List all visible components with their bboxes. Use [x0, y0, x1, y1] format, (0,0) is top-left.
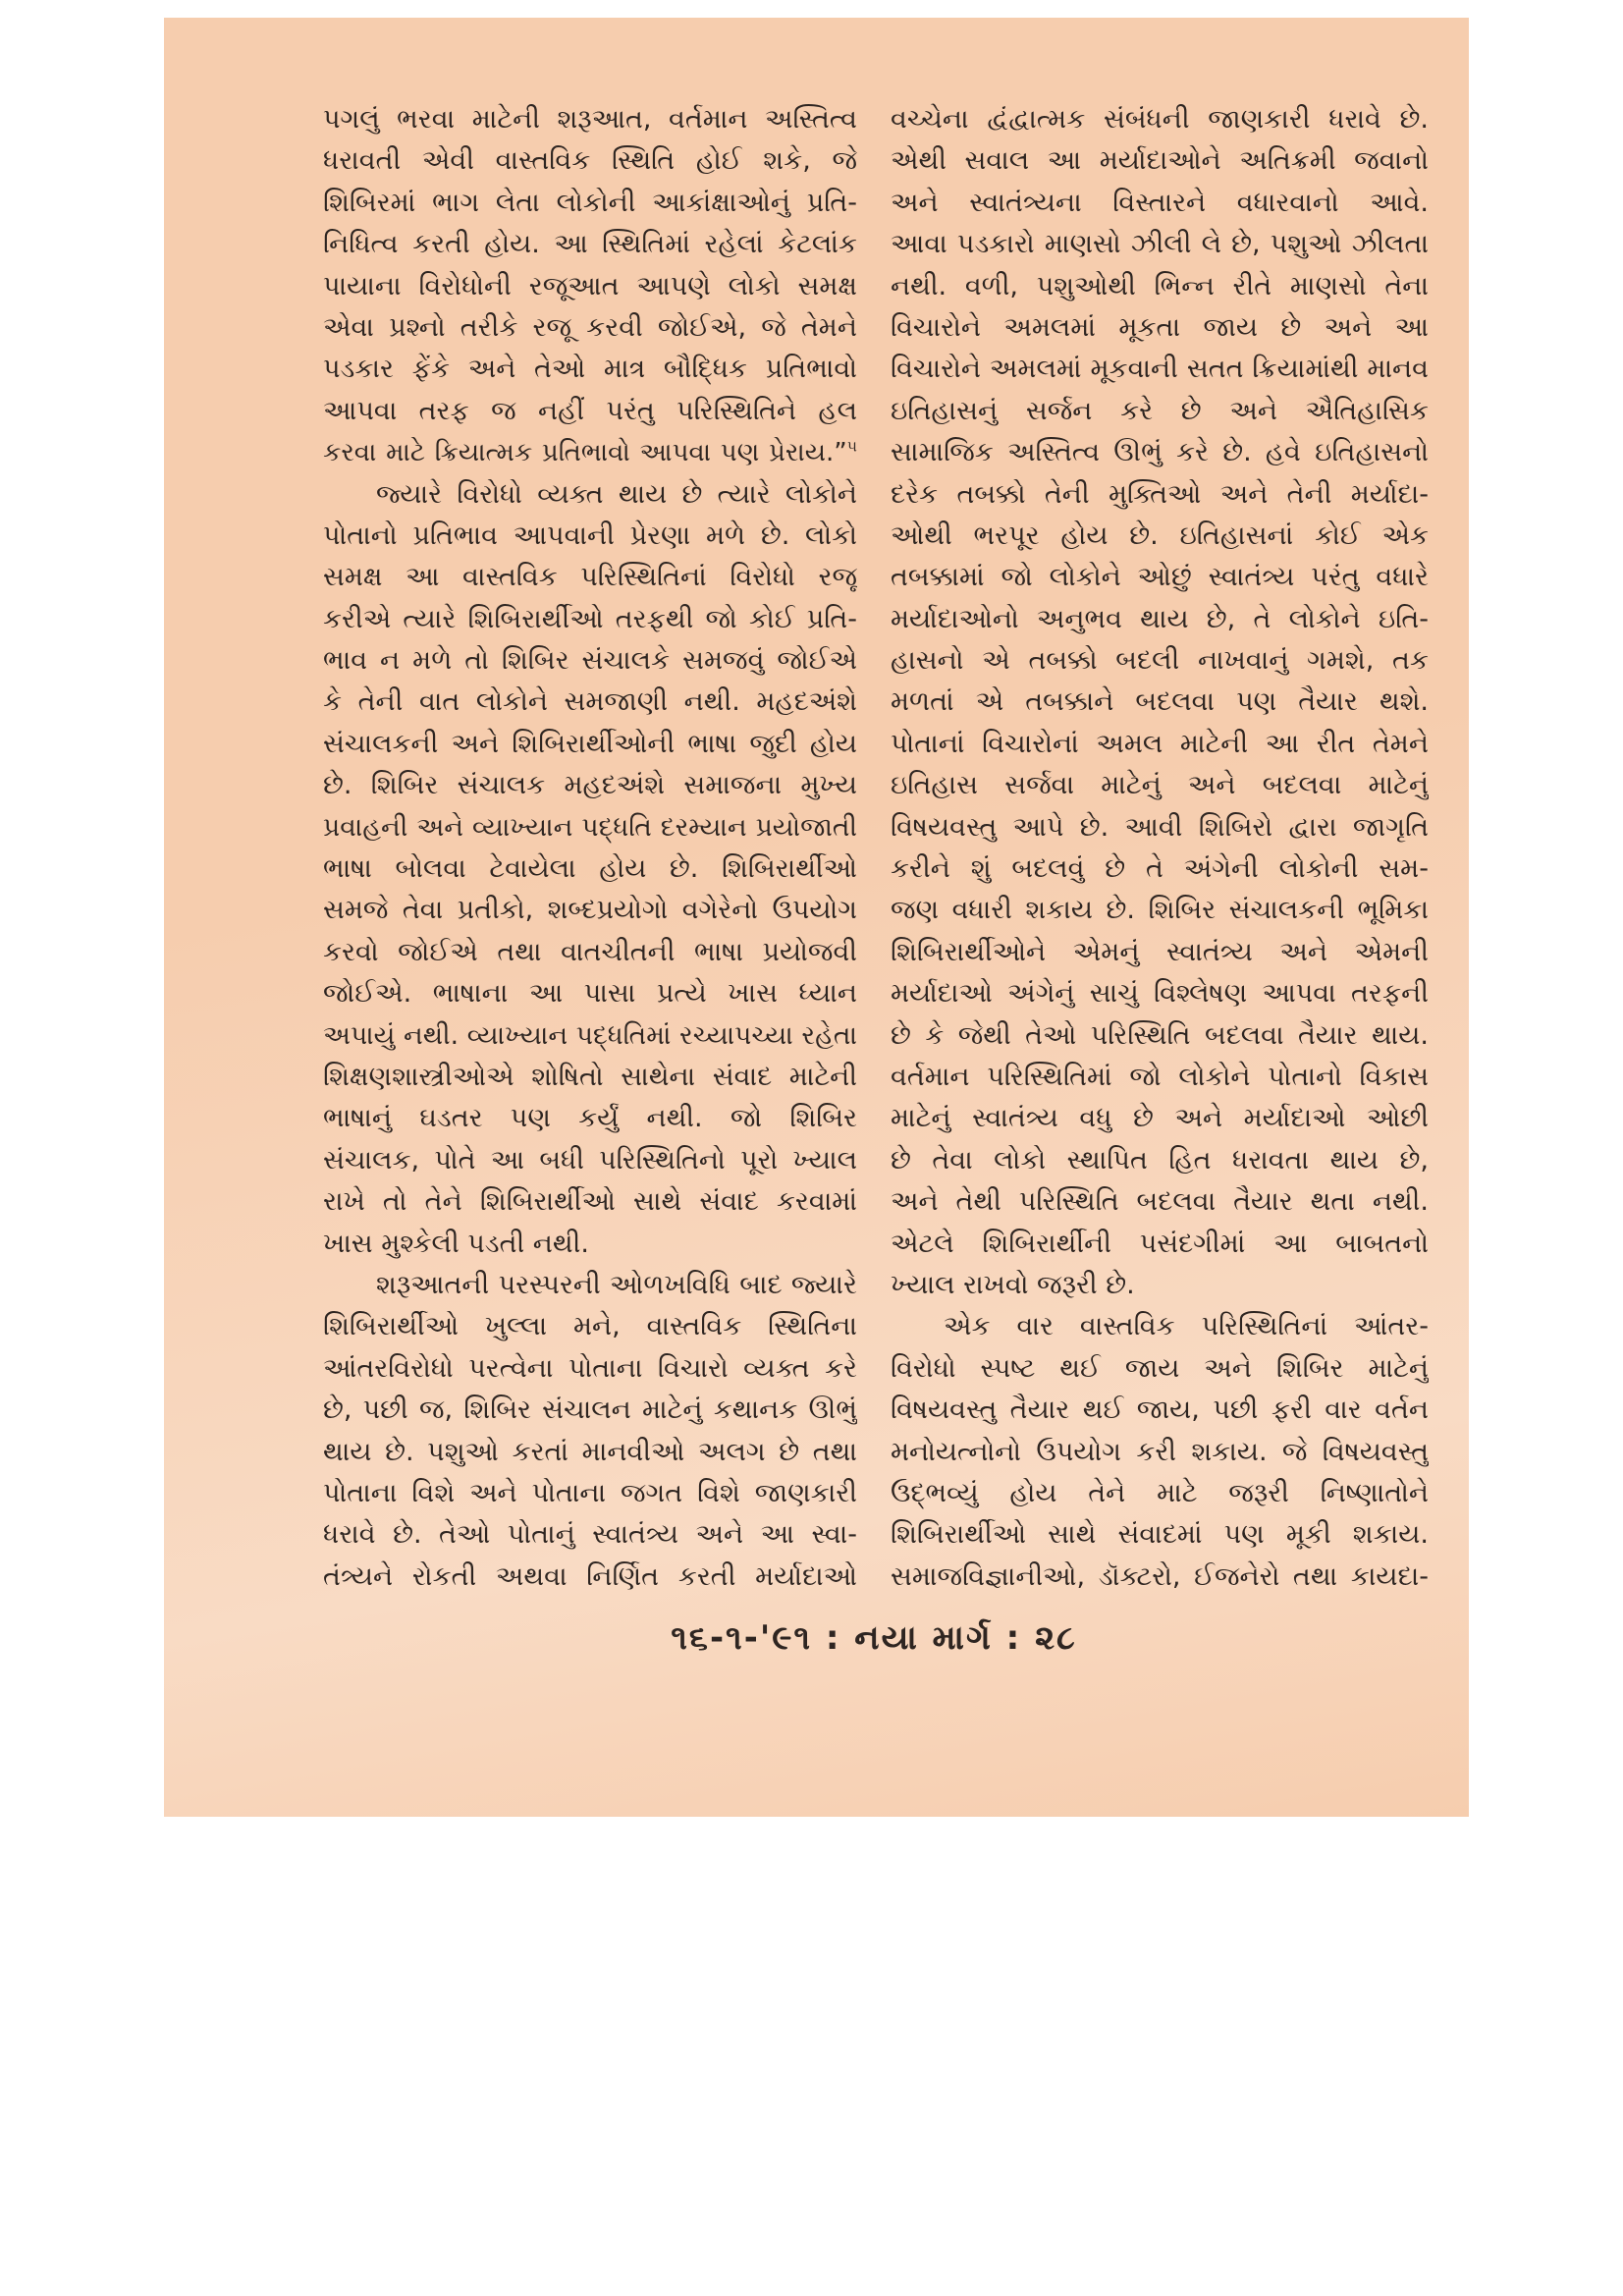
- text-line: સમક્ષ આ વાસ્તવિક પરિસ્થિતિનાં વિરોધો રજૂ: [323, 562, 857, 593]
- text-line: કરીને શું બદલવું છે તે અંગેની લોકોની સમ-: [891, 853, 1429, 885]
- left-text-column: [323, 99, 857, 1598]
- footnote-reference: ૫: [846, 437, 857, 456]
- text-line: એવા પ્રશ્નો તરીકે રજૂ કરવી જોઈએ, જે તેમને: [323, 311, 857, 343]
- text-line: આંતરવિરોધો પરત્વેના પોતાના વિચારો વ્યક્ત કરે: [323, 1352, 857, 1384]
- paragraph: [323, 1265, 857, 1598]
- text-line: સંચાલક, પોતે આ બધી પરિસ્થિતિનો પૂરો ખ્યાલ: [323, 1144, 857, 1175]
- text-line: તંત્ર્યને રોકતી અથવા નિર્ણિત કરતી મર્યાદાઓ: [323, 1560, 857, 1592]
- text-line: છે કે જેથી તેઓ પરિસ્થિતિ બદલવા તૈયાર થાય.: [891, 1019, 1429, 1051]
- text-line: ભાષાનું ઘડતર પણ કર્યું નથી. જો શિબિર: [323, 1103, 857, 1134]
- text-line: આપવા તરફ જ નહીં પરંતુ પરિસ્થિતિને હલ: [323, 395, 857, 426]
- page-footer: ૧૬-૧-'૯૧ : નયા માર્ગ : ૨૮: [671, 1618, 1077, 1658]
- text-line: કરીએ ત્યારે શિબિરાર્થીઓ તરફથી જો કોઈ પ્રતિ-: [323, 603, 857, 634]
- text-line: સંચાલકની અને શિબિરાર્થીઓની ભાષા જુદી હોય: [323, 728, 857, 759]
- right-text-column: [891, 99, 1429, 1598]
- text-line: [323, 432, 857, 473]
- paragraph: [891, 1306, 1429, 1598]
- text-line: ધરાવતી એવી વાસ્તવિક સ્થિતિ હોઈ શકે, જે: [323, 145, 857, 177]
- text-line: વચ્ચેના દ્વંદ્વાત્મક સંબંધની જાણકારી ધરાવે છે.: [891, 104, 1429, 135]
- text-line: જોઈએ. ભાષાના આ પાસા પ્રત્યે ખાસ ધ્યાન: [323, 978, 857, 1010]
- text-line: ખાસ મુશ્કેલી પડતી નથી.: [323, 1228, 589, 1259]
- text-line: શરૂઆતની પરસ્પરની ઓળખવિધિ બાદ જ્યારે: [376, 1269, 857, 1300]
- text-line: છે. શિબિર સંચાલક મહદઅંશે સમાજના મુખ્ય: [323, 770, 857, 801]
- text-line: સામાજિક અસ્તિત્વ ઊભું કરે છે. હવે ઇતિહાસનો: [891, 437, 1429, 468]
- paragraph: [323, 474, 857, 1265]
- text-line: એક વાર વાસ્તવિક પરિસ્થિતિનાં આંતર-: [944, 1311, 1429, 1342]
- text-line: નિધિત્વ કરતી હોય. આ સ્થિતિમાં રહેલાં કેટલાંક: [323, 229, 857, 260]
- text-line: પ્રવાહની અને વ્યાખ્યાન પદ્ધતિ દરમ્યાન પ્રયોજાતી: [323, 811, 857, 843]
- text-line: મર્યાદાઓ અંગેનું સાચું વિશ્લેષણ આપવા તરફની: [891, 978, 1429, 1010]
- text-line: કે તેની વાત લોકોને સમજાણી નથી. મહદઅંશે: [323, 686, 857, 718]
- text-line: ભાષા બોલવા ટેવાયેલા હોય છે. શિબિરાર્થીઓ: [323, 853, 857, 885]
- text-line: જ્યારે વિરોધો વ્યક્ત થાય છે ત્યારે લોકોને: [376, 478, 857, 510]
- paragraph: [323, 99, 857, 474]
- text-line: એથી સવાલ આ મર્યાદાઓને અતિક્રમી જવાનો: [891, 145, 1429, 177]
- text-line: જણ વધારી શકાય છે. શિબિર સંચાલકની ભૂમિકા: [891, 895, 1429, 926]
- text-line: ભાવ ન મળે તો શિબિર સંચાલકે સમજવું જોઈએ: [323, 645, 857, 677]
- text-line: ઇતિહાસ સર્જવા માટેનું અને બદલવા માટેનું: [891, 770, 1429, 801]
- text-line: મનોયત્નોનો ઉપયોગ કરી શકાય. જે વિષયવસ્તુ: [891, 1436, 1429, 1467]
- text-line: વિચારોને અમલમાં મૂકવાની સતત ક્રિયામાંથી માનવ: [891, 354, 1429, 385]
- text-line: પોતાનાં વિચારોનાં અમલ માટેની આ રીત તેમને: [891, 728, 1429, 759]
- text-line: વર્તમાન પરિસ્થિતિમાં જો લોકોને પોતાનો વિકાસ: [891, 1061, 1429, 1092]
- text-line: છે તેવા લોકો સ્થાપિત હિત ધરાવતા થાય છે,: [891, 1144, 1429, 1175]
- text-line: ધરાવે છે. તેઓ પોતાનું સ્વાતંત્ર્ય અને આ સ્વા-: [323, 1519, 857, 1551]
- text-line: અને સ્વાતંત્ર્યના વિસ્તારને વધારવાનો આવે.: [891, 187, 1429, 218]
- text-line: ઓથી ભરપૂર હોય છે. ઇતિહાસનાં કોઈ એક: [891, 519, 1429, 551]
- text-line: મર્યાદાઓનો અનુભવ થાય છે, તે લોકોને ઇતિ-: [891, 603, 1429, 634]
- text-line: સમાજવિજ્ઞાનીઓ, ડૉક્ટરો, ઈજનેરો તથા કાયદા-: [891, 1560, 1429, 1592]
- text-line: પોતાના વિશે અને પોતાના જગત વિશે જાણકારી: [323, 1477, 857, 1508]
- text-line: નથી. વળી, પશુઓથી ભિન્ન રીતે માણસો તેના: [891, 270, 1429, 301]
- text-line: હાસનો એ તબક્કો બદલી નાખવાનું ગમશે, તક: [891, 645, 1429, 677]
- text-line: ઉદ્ભવ્યું હોય તેને માટે જરૂરી નિષ્ણાતોને: [891, 1477, 1429, 1508]
- text-line: અપાયું નથી. વ્યાખ્યાન પદ્ધતિમાં રચ્યાપચ્યા રહેતા: [323, 1019, 857, 1051]
- text-line: શિક્ષણશાસ્ત્રીઓએ શોષિતો સાથેના સંવાદ માટેની: [323, 1061, 857, 1092]
- text-line: શિબિરાર્થીઓને એમનું સ્વાતંત્ર્ય અને એમની: [891, 936, 1429, 967]
- text-line: શિબિરાર્થીઓ સાથે સંવાદમાં પણ મૂકી શકાય.: [891, 1519, 1429, 1551]
- paragraph: [891, 99, 1429, 1306]
- text-line: દરેક તબક્કો તેની મુક્તિઓ અને તેની મર્યાદા-: [891, 478, 1429, 510]
- text-line: ખ્યાલ રાખવો જરૂરી છે.: [891, 1269, 1135, 1300]
- text-line: વિષયવસ્તુ આપે છે. આવી શિબિરો દ્વારા જાગૃતિ: [891, 811, 1429, 843]
- text-line: પડકાર ફેંકે અને તેઓ માત્ર બૌદ્ધિક પ્રતિભાવો: [323, 354, 857, 385]
- text-line: મળતાં એ તબક્કાને બદલવા પણ તૈયાર થશે.: [891, 686, 1429, 718]
- text-line-content: કરવા માટે ક્રિયાત્મક પ્રતિભાવો આપવા પણ પ્રેરાય.”: [323, 438, 847, 468]
- text-line: રાખે તો તેને શિબિરાર્થીઓ સાથે સંવાદ કરવામાં: [323, 1186, 857, 1218]
- text-line: થાય છે. પશુઓ કરતાં માનવીઓ અલગ છે તથા: [323, 1436, 857, 1467]
- text-line: વિચારોને અમલમાં મૂકતા જાય છે અને આ: [891, 311, 1429, 343]
- text-line: પગલું ભરવા માટેની શરૂઆત, વર્તમાન અસ્તિત્વ: [323, 104, 857, 135]
- text-line: પોતાનો પ્રતિભાવ આપવાની પ્રેરણા મળે છે. લોકો: [323, 519, 857, 551]
- text-line: ઇતિહાસનું સર્જન કરે છે અને ઐતિહાસિક: [891, 395, 1429, 426]
- text-line: પાયાના વિરોધોની રજૂઆત આપણે લોકો સમક્ષ: [323, 270, 857, 301]
- text-line: એટલે શિબિરાર્થીની પસંદગીમાં આ બાબતનો: [891, 1228, 1429, 1259]
- text-line: અને તેથી પરિસ્થિતિ બદલવા તૈયાર થતા નથી.: [891, 1186, 1429, 1218]
- text-line: સમજે તેવા પ્રતીકો, શબ્દપ્રયોગો વગેરેનો ઉપયોગ: [323, 895, 857, 926]
- text-line: શિબિરમાં ભાગ લેતા લોકોની આકાંક્ષાઓનું પ્રતિ-: [323, 187, 857, 218]
- text-line: શિબિરાર્થીઓ ખુલ્લા મને, વાસ્તવિક સ્થિતિના: [323, 1311, 857, 1342]
- text-line: વિરોધો સ્પષ્ટ થઈ જાય અને શિબિર માટેનું: [891, 1352, 1429, 1384]
- text-line: કરવો જોઈએ તથા વાતચીતની ભાષા પ્રયોજવી: [323, 936, 857, 967]
- text-line: તબક્કામાં જો લોકોને ઓછું સ્વાતંત્ર્ય પરંતુ વધારે: [891, 562, 1429, 593]
- text-line: આવા પડકારો માણસો ઝીલી લે છે, પશુઓ ઝીલતા: [891, 229, 1429, 260]
- scanned-magazine-page: [164, 18, 1469, 1817]
- text-line: વિષયવસ્તુ તૈયાર થઈ જાય, પછી ફરી વાર વર્તન: [891, 1394, 1429, 1426]
- text-line: છે, પછી જ, શિબિર સંચાલન માટેનું કથાનક ઊભું: [323, 1394, 857, 1426]
- text-line: માટેનું સ્વાતંત્ર્ય વધુ છે અને મર્યાદાઓ ઓછી: [891, 1103, 1429, 1134]
